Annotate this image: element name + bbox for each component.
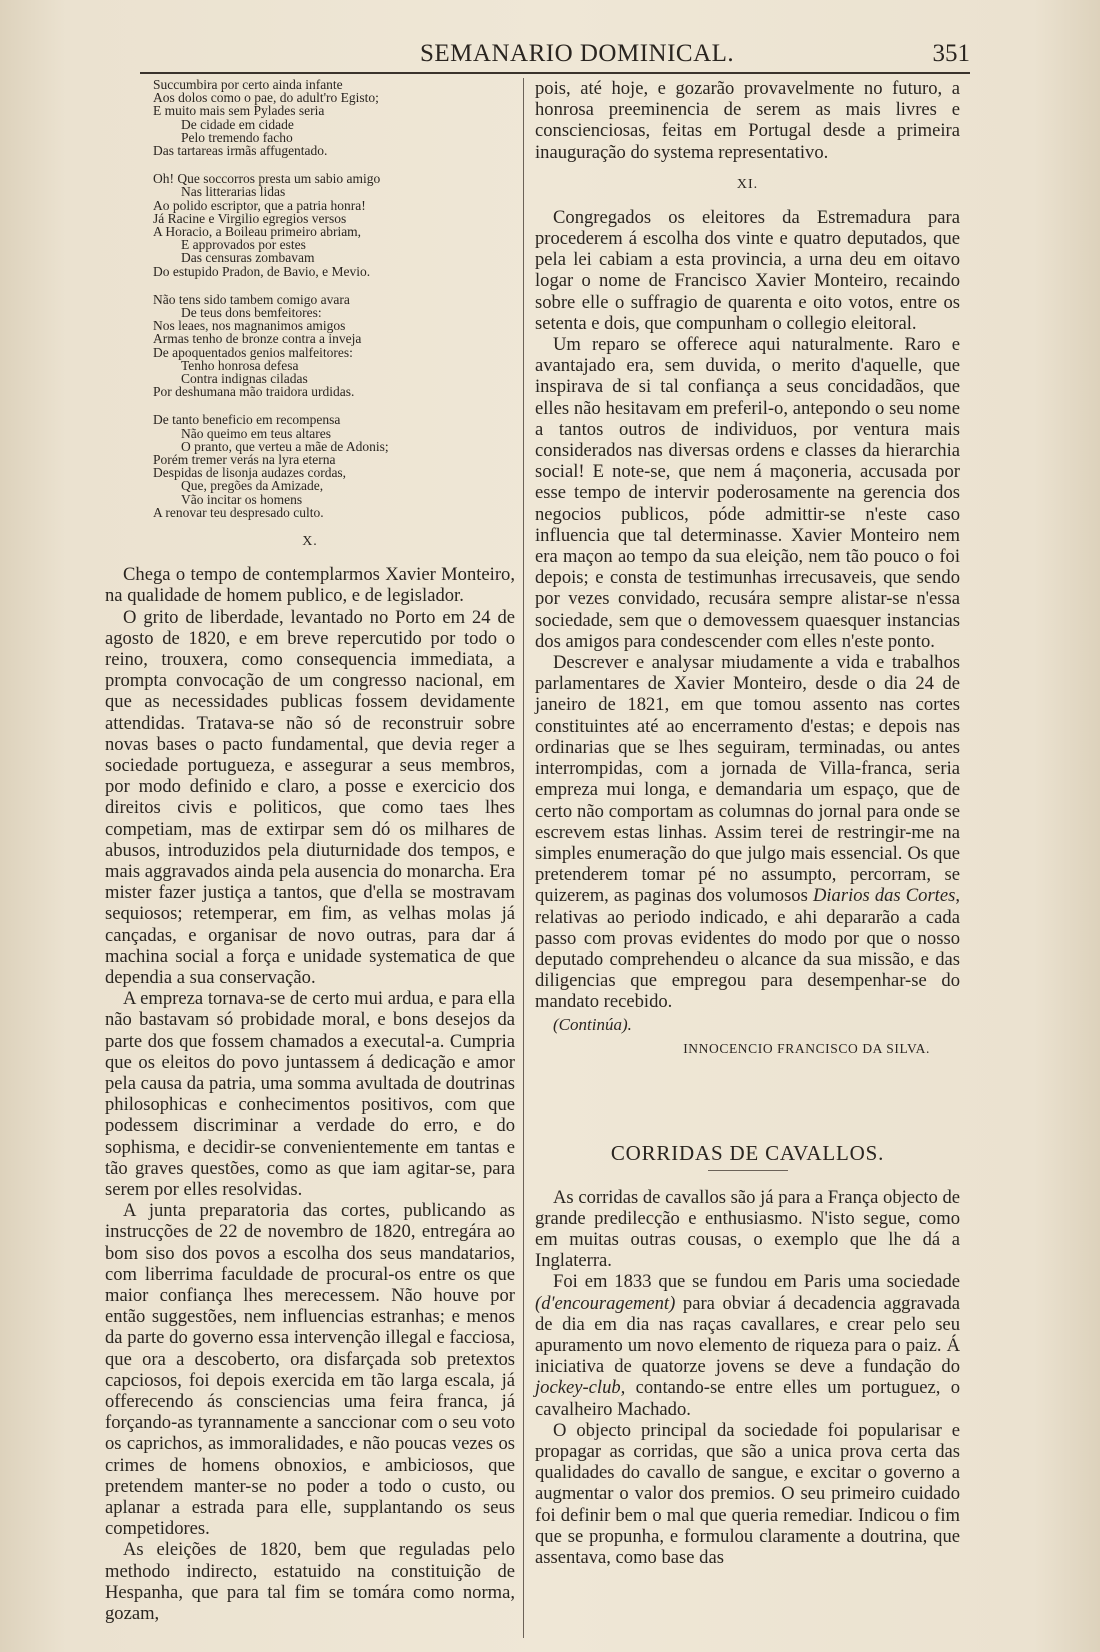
poem-stanza [153, 413, 515, 519]
text-run: para obviar á decadencia aggravada de dia em dia nas raças cavallares, e crear pelo seu apuramento um novo elemento de riqueza para o paiz. Á iniciativa de quatorze jovens se deve a fundação do [535, 1292, 960, 1378]
left-prose [105, 564, 515, 1624]
article2-body [535, 1187, 960, 1569]
left-column [105, 78, 515, 1624]
poem-verse-line: E approvados por estes [181, 237, 306, 253]
poem-verse-line: Despidas de lisonja audazes cordas, [153, 465, 347, 481]
poem-verse-line: Nos leaes, nos magnanimos amigos [153, 318, 346, 334]
poem-verse-line: Já Racine e Virgilio egregios versos [153, 210, 347, 226]
title-rule [708, 1170, 788, 1171]
paragraph: As corridas de cavallos são já para a França objecto de grande predilecção e enthusiasmo. N'isto segue, como em muitas outras cousas, o exemplo que lhe dá a Inglaterra. [535, 1186, 960, 1272]
poem-verse-line: Contra indignas ciladas [181, 371, 308, 387]
author-signature: INNOCENCIO FRANCISCO DA SILVA. [683, 1040, 930, 1056]
poem-stanza [153, 172, 515, 278]
text-run: Descrever e analysar miudamente a vida e trabalhos parlamentares de Xavier Monteiro, desde o dia 24 de janeiro de 1821, em que tomou assento nas cortes constituintes até ao encerramento d'estas; e depois nas ordinarias que se lhes seguiram, terminadas, ou antes interrompidas, com a jornada de Villa-franca, seria empreza mui longa, e demandaria um espaço, que de certo não comportam as columnas do jornal para onde se escrevem estas linhas. Assim terei de restringir-me na simples enumeração do que julgo mais essencial. Os que pretenderem tomar pé no assumpto, percorram, se quizerem, as paginas dos volumosos [535, 652, 960, 907]
paragraph: O objecto principal da sociedade foi popularisar e propagar as corridas, que são a unica prova certa das qualidades do cavallo de sangue, e excitar o governo a augmentar o valor dos premios. O seu primeiro cuidado foi definir bem o mal que queria remediar. Indicou o fim que se propunha, e formulou claramente a doutrina, que assentava, como base das [535, 1419, 960, 1568]
poem-verse-line: E muito mais sem Pylades seria [153, 103, 325, 119]
poem-verse-line: Vão incitar os homens [181, 491, 303, 507]
poem-verse-line: De tanto beneficio em recompensa [153, 412, 341, 428]
poem-verse-line: Succumbira por certo ainda infante [153, 77, 343, 92]
page-number: 351 [932, 40, 970, 67]
poem [153, 78, 515, 519]
continua-note: (Continúa). [553, 1014, 632, 1034]
italic-term: (d'encouragement) [535, 1292, 676, 1314]
paragraph: O grito de liberdade, levantado no Porto em 24 de agosto de 1820, e em breve repercutido por todo o reino, trouxera, como consequencia immediata, a prompta convocação de um congresso nacional, em que as necessidades publicas fossem devidamente attendidas. Tratava-se não só de reconstruir sobre novas bases o pacto fundamental, que devia reger a sociedade portugueza, e assegurar a seus membros, por modo definido e claro, a posse e exercicio dos direitos civis e politicos, que como taes lhes competiam, mas de extirpar sem dó os milhares de abusos, introduzidos pela diuturnidade dos tempos, e mais aggravados ainda pela ausencia do monarcha. Era mister fazer justiça a tantos, que d'ella se mostravam sequiosos; retemperar, em fim, as velhas molas já cançadas, e organisar de novo outras, para dar á machina social a força e unidade systematica de que dependia a sua conservação. [105, 606, 515, 988]
column-divider [523, 78, 524, 1638]
paragraph: Chega o tempo de contemplarmos Xavier Monteiro, na qualidade de homem publico, e de legislador. [105, 564, 515, 607]
poem-verse-line: Que, pregões da Amizade, [181, 478, 324, 494]
poem-verse-line: Armas tenho de bronze contra a inveja [153, 331, 362, 347]
poem-verse-line: Pelo tremendo facho [181, 129, 293, 145]
poem-verse-line: Oh! Que soccorros presta um sabio amigo [153, 171, 381, 187]
page-header [140, 38, 970, 74]
paragraph-describe [535, 652, 960, 1012]
poem-verse-line: Não tens sido tambem comigo avara [153, 291, 350, 307]
poem-verse-line: Por deshumana mão traidora urdidas. [153, 384, 355, 400]
poem-verse-line: Nas litterarias lidas [181, 184, 286, 200]
poem-verse-line: Do estupido Pradon, de Bavio, e Mevio. [153, 263, 371, 279]
right-column [535, 78, 960, 1568]
article-title: CORRIDAS DE CAVALLOS. [610, 1140, 885, 1165]
poem-verse-line: Das tartareas irmãs affugentado. [153, 143, 328, 159]
poem-verse-line: Porém tremer verás na lyra eterna [153, 452, 336, 468]
poem-verse-line: De apoquentados genios malfeitores: [153, 344, 353, 360]
poem-verse-line: Ao polido escriptor, que a patria honra! [153, 197, 366, 213]
poem-stanza [153, 293, 515, 399]
paragraph: As eleições de 1820, bem que reguladas pelo methodo indirecto, estatuido na constituição de Hespanha, que para tal fim se tomára como norma, gozam, [105, 1539, 515, 1625]
paragraph-continuation: pois, até hoje, e gozarão provavelmente no futuro, a honrosa preeminencia de serem as mais livres e conscienciosas, feitas em Portugal desde a primeira inauguração do systema representativo. [535, 78, 960, 163]
poem-verse-line: Tenho honrosa defesa [181, 357, 299, 373]
text-run: contando-se entre elles um portuguez, o cavalheiro Machado. [535, 1377, 960, 1420]
poem-verse-line: A renovar teu despresado culto. [153, 504, 324, 520]
paragraph: A junta preparatoria das cortes, publicando as instrucções de 22 de novembro de 1820, entregára ao bom siso dos povos a escolha dos seus mandatarios, com liberrima faculdade de procural-os entre os que maior confiança lhes merecessem. Não houve por então suggestões, nem influencias estranhas; e menos da parte do governo essa intervenção illegal e facciosa, que ora a descoberto, ora disfarçada sob pretextos capciosos, foi depois exercida em tão larga escala, já offerecendo ás consciencias uma feira franca, já forçando-as tyrannamente a sanccionar com o seu voto os caprichos, as immoralidades, e não poucas vezes os crimes de homens obnoxios, e ambiciosos, que pretendem manter-se no poder a todo o custo, ou aplanar a estrada para elle, supplantando os seus competidores. [105, 1200, 515, 1540]
italic-term: jockey-club, [535, 1377, 626, 1399]
paragraph: Um reparo se offerece aqui naturalmente. Raro e avantajado era, sem duvida, o merito d'aquelle, que inspirava de si tal confiança a seus concidadãos, que elles não hesitavam em preferil-o, antepondo o seu nome a tantos outros de individuos, por ventura mais considerados nas diversas ordens e classes da hierarchia social! E note-se, que nem á maçoneria, accusada por esse tempo de intervir poderosamente na gerencia dos negocios publicos, póde admittir-se n'este caso influencia que tal determinasse. Xavier Monteiro nem era maçon ao tempo da sua eleição, nem tão pouco o foi depois; e consta de testimunhas irrecusaveis, que sendo por vezes convidado, recusára sempre alistar-se n'essa sociedade, sem que o demovessem quaesquer instancias dos amigos para condescender com elles n'este ponto. [535, 334, 960, 652]
paragraph [535, 1271, 960, 1419]
section-number-x: X. [302, 534, 318, 550]
poem-verse-line: De cidade em cidade [181, 116, 294, 132]
masthead: SEMANARIO DOMINICAL. [420, 40, 735, 67]
poem-stanza [153, 78, 515, 157]
poem-verse-line: De teus dons bemfeitores: [181, 305, 322, 321]
poem-verse-line: O pranto, que verteu a mãe de Adonis; [181, 438, 389, 454]
italic-title-diarios: Diarios das Cortes [812, 885, 956, 907]
text-run: , relativas ao periodo indicado, e ahi depararão a cada passo com provas evidentes do modo por que o nosso deputado comprehendeu o alcance da sua missão, e das diligencias que empregou para desempenhar-se do mandato recebido. [535, 885, 960, 1013]
poem-verse-line: Das censuras zombavam [181, 250, 315, 266]
poem-verse-line: A Horacio, a Boileau primeiro abriam, [153, 224, 362, 240]
paragraph: Congregados os eleitores da Estremadura para procederem á escolha dos vinte e quatro deputados, que pela lei cabiam a esta provincia, a urna deu em oitavo logar o nome de Francisco Xavier Monteiro, recaindo sobre elle o suffragio de quarenta e oito votos, entre os setenta e dois, que compunham o collegio eleitoral. [535, 206, 960, 334]
poem-verse-line: Não queimo em teus altares [181, 425, 331, 441]
section-number-xi: XI. [736, 176, 759, 192]
right-prose [535, 207, 960, 652]
paragraph: A empreza tornava-se de certo mui ardua, e para ella não bastavam só probidade moral, e bons desejos da parte dos que fossem chamados a executal-a. Cumpria que os eleitos do povo juntassem á dedicação e amor pela causa da patria, uma somma avultada de doutrinas philosophicas e conhecimentos positivos, com que podessem discriminar a verdade do erro, e do sophisma, e decidir-se convenientemente em tantas e tão graves questões, como as que iam agitar-se, para serem por elles resolvidas. [105, 988, 515, 1200]
poem-verse-line: Aos dolos como o pae, do adult'ro Egisto; [153, 90, 379, 106]
text-run: Foi em 1833 que se fundou em Paris uma sociedade [553, 1271, 960, 1293]
